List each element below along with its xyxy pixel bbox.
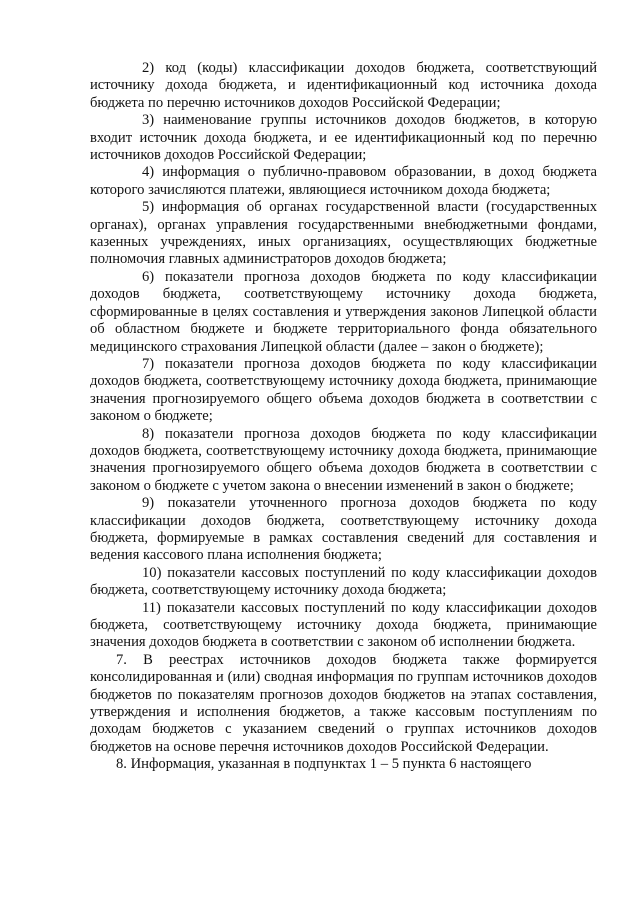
paragraph-item-10: 10) показатели кассовых поступлений по коду классификации доходов бюджета, соответствующему источнику дохода бюджета;: [90, 564, 597, 599]
paragraph-item-7: 7) показатели прогноза доходов бюджета по коду классификации доходов бюджета, соответствующему источнику дохода бюджета, принимающие значения прогнозируемого общего объема доходов бюджета в соответствии с законом о бюджете;: [90, 355, 597, 425]
document-page: [90, 60, 597, 774]
paragraph-item-2: 2) код (коды) классификации доходов бюджета, соответствующий источнику дохода бюджета, и идентификационный код источника дохода бюджета по перечню источников доходов Российской Федерации;: [90, 60, 597, 111]
paragraph-item-6: 6) показатели прогноза доходов бюджета по коду классификации доходов бюджета, соответствующему источнику дохода бюджета, сформированные в целях составления и утверждения законов Липецкой области об областном бюджете и бюджете территориального фонда обязательного медицинского страхования Липецкой области (далее – закон о бюджете);: [90, 268, 597, 355]
paragraph-point-7: 7. В реестрах источников доходов бюджета также формируется консолидированная и (или) сводная информация по группам источников доходов бюджетов по показателям прогнозов доходов бюджетов на этапах составления, утверждения и исполнения бюджетов, а также кассовым поступлениям по доходам бюджетов с указанием сведений о группах источников доходов бюджетов на основе перечня источников доходов Российской Федерации.: [90, 651, 597, 755]
paragraph-point-8: 8. Информация, указанная в подпунктах 1 – 5 пункта 6 настоящего: [116, 756, 532, 773]
paragraph-item-11: 11) показатели кассовых поступлений по коду классификации доходов бюджета, соответствующему источнику дохода бюджета, принимающие значения доходов бюджета в соответствии с законом об исполнении бюджета.: [90, 599, 597, 651]
paragraph-item-5: 5) информация об органах государственной власти (государственных органах), органах управления государственными внебюджетными фондами, казенных учреждениях, иных организациях, осуществляющих бюджетные полномочия главных администраторов доходов бюджета;: [90, 199, 597, 268]
paragraph-item-3: 3) наименование группы источников доходов бюджетов, в которую входит источник дохода бюджета, и ее идентификационный код по перечню источников доходов Российской Федерации;: [90, 112, 597, 164]
paragraph-item-4: 4) информация о публично-правовом образовании, в доход бюджета которого зачисляются платежи, являющиеся источником дохода бюджета;: [90, 164, 597, 198]
paragraph-item-9: 9) показатели уточненного прогноза доходов бюджета по коду классификации доходов бюджета, соответствующему источнику дохода бюджета, формируемые в рамках составления сведений для составления и ведения кассового плана исполнения бюджета;: [90, 495, 597, 564]
paragraph-item-8: 8) показатели прогноза доходов бюджета по коду классификации доходов бюджета, соответствующему источнику дохода бюджета, принимающие значения прогнозируемого общего объема доходов бюджета в соответствии с законом о бюджете с учетом закона о внесении изменений в закон о бюджете;: [90, 425, 597, 494]
